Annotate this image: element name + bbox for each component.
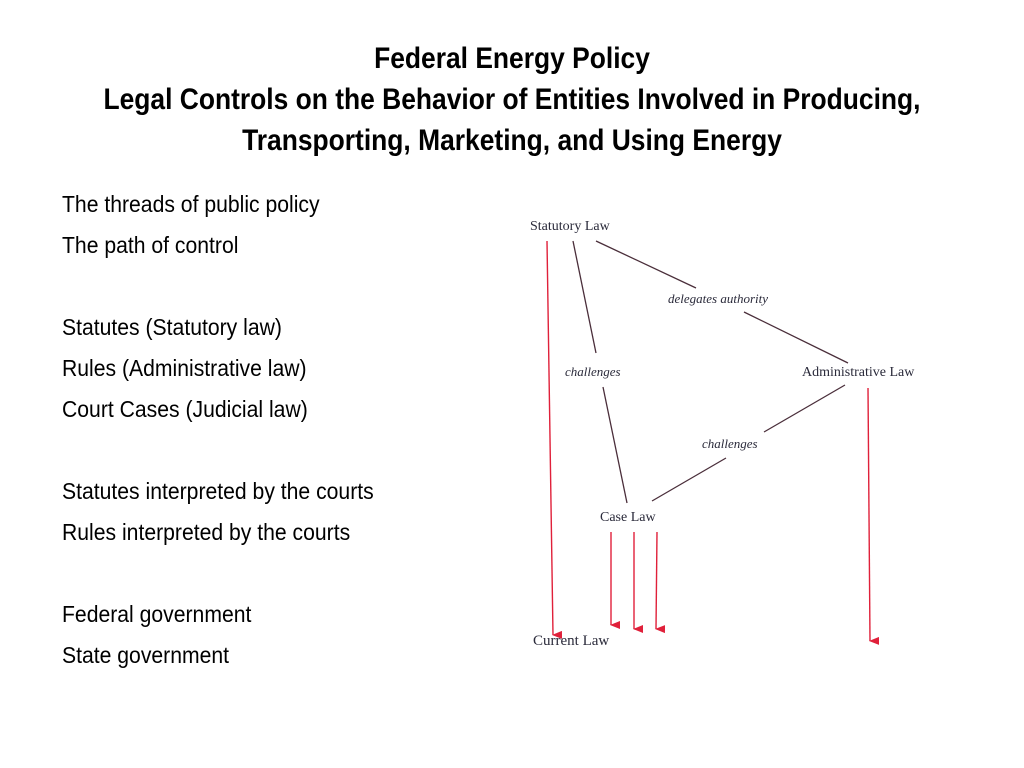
- title-line-2: Legal Controls on the Behavior of Entities Involved in Producing,: [103, 83, 921, 116]
- edge-delegates-to-administrative: [744, 312, 848, 363]
- arrow-caselaw-to-current-3: [656, 532, 657, 629]
- bullet-item: The threads of public policy: [62, 191, 320, 217]
- bullet-list: [62, 184, 448, 676]
- bullet-spacer: [62, 553, 448, 594]
- label-delegates-authority: delegates authority: [668, 291, 769, 306]
- title-line-3: Transporting, Marketing, and Using Energy: [242, 124, 782, 157]
- edge-administrative-to-challenges: [764, 385, 845, 432]
- title-line-1: Federal Energy Policy: [374, 42, 650, 75]
- bullet-spacer: [62, 266, 448, 307]
- label-challenges-right: challenges: [702, 436, 758, 451]
- edge-challenges-to-caselaw-right: [652, 458, 726, 501]
- bullet-item: Statutes interpreted by the courts: [62, 478, 374, 504]
- bullet-item: The path of control: [62, 232, 239, 258]
- arrow-statutory-to-current: [547, 241, 553, 635]
- edge-statutory-to-challenges: [573, 241, 596, 353]
- bullet-item: State government: [62, 642, 230, 668]
- bullet-item: Federal government: [62, 601, 252, 627]
- node-administrative-law: Administrative Law: [802, 365, 915, 380]
- node-current-law: Current Law: [533, 633, 610, 649]
- edge-statutory-to-delegates: [596, 241, 696, 288]
- bullet-item: Statutes (Statutory law): [62, 314, 282, 340]
- bullet-item: Court Cases (Judicial law): [62, 396, 308, 422]
- edge-challenges-to-caselaw: [603, 387, 627, 503]
- label-challenges-left: challenges: [565, 364, 621, 379]
- node-statutory-law: Statutory Law: [530, 219, 610, 234]
- bullet-item: Rules (Administrative law): [62, 355, 307, 381]
- law-flow-diagram: [520, 205, 960, 665]
- bullet-item: Rules interpreted by the courts: [62, 519, 351, 545]
- node-case-law: Case Law: [600, 510, 656, 525]
- bullet-spacer: [62, 430, 448, 471]
- slide-title: [61, 38, 962, 161]
- arrow-administrative-to-current: [868, 388, 870, 641]
